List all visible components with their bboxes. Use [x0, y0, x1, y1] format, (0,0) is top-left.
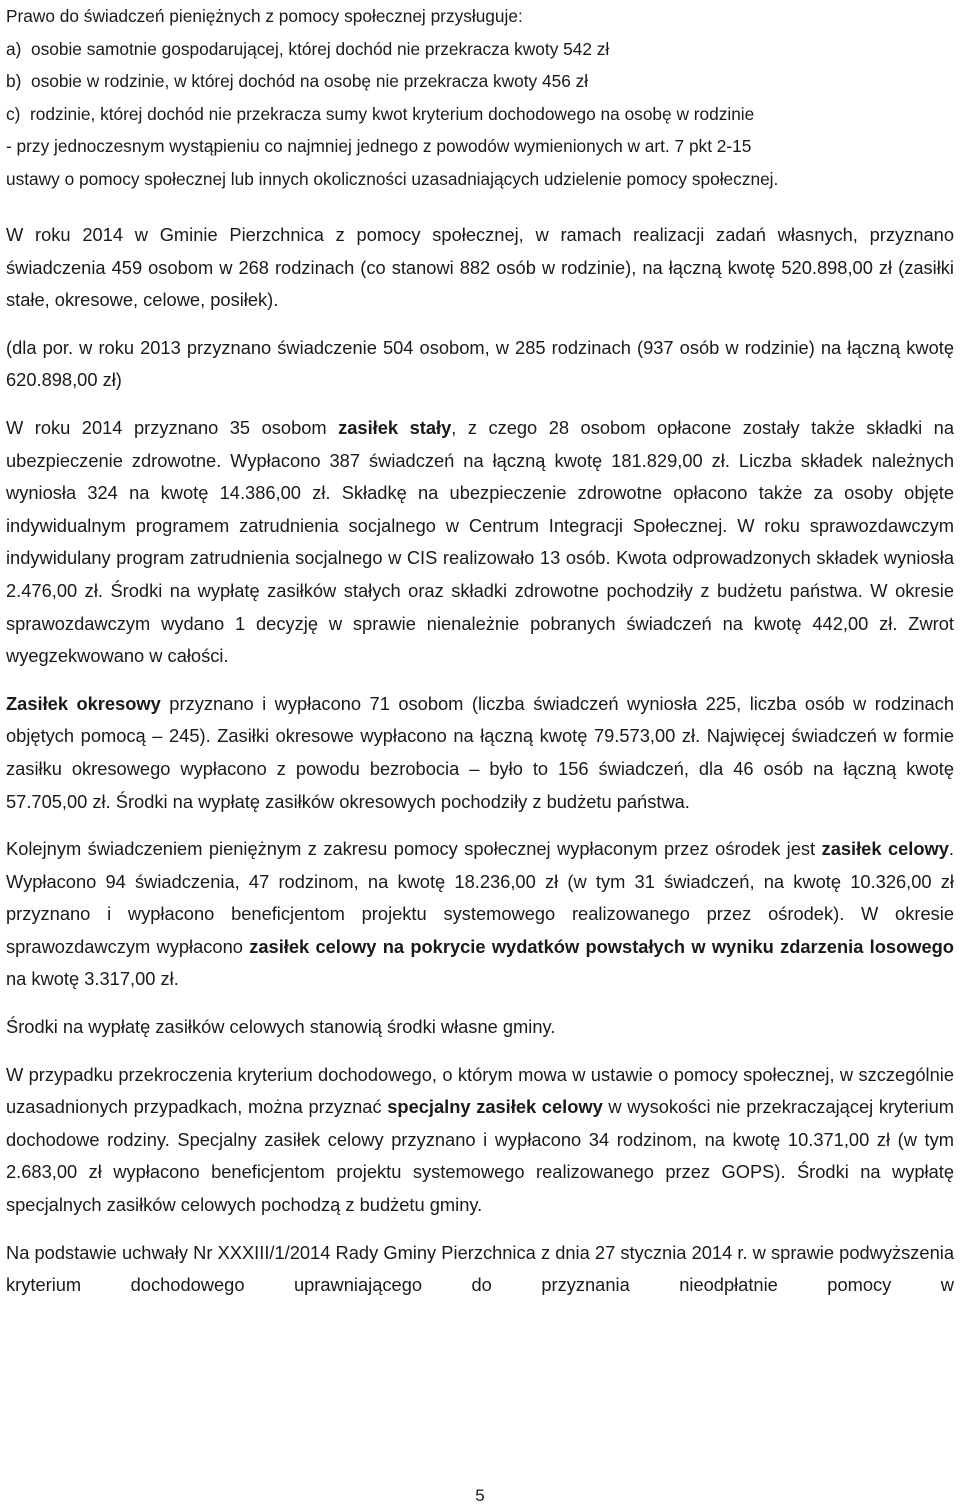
staly-bold: zasiłek stały — [338, 416, 452, 438]
intro-item-a: a) osobie samotnie gospodarującej, której dochód nie przekracza kwoty 542 zł — [6, 38, 610, 59]
celowy-post: na kwotę 3.317,00 zł. — [6, 968, 179, 990]
specjalny-bold: specjalny zasiłek celowy — [387, 1096, 603, 1118]
intro-item-c: c) rodzinie, której dochód nie przekracza sumy kwot kryterium dochodowego na osobę w rodzinie — [6, 103, 755, 124]
celowy-mid: . Wypłacono 94 świadczenia, 47 rodzinom, na kwotę 18.236,00 zł (w tym 31 świadczeń, na kwotę 10.326,00 zł przyznano i wypłacono beneficjentom projektu systemowego realizowanego przez ośrodek). W okresie sprawozdawczym wypłacono — [6, 838, 955, 957]
celowy-pre: Kolejnym świadczeniem pieniężnym z zakresu pomocy społecznej wypłaconym przez ośrodek jest — [6, 838, 822, 860]
paragraph-zasilek-okresowy — [6, 688, 954, 818]
specjalny-pre: W przypadku przekroczenia kryterium dochodowego, o którym mowa w ustawie o pomocy społecznej, w szczególnie uzasadnionych przypadkach, można przyznać — [6, 1063, 954, 1118]
paragraph-uchwala: Na podstawie uchwały Nr XXXIII/1/2014 Rady Gminy Pierzchnica z dnia 27 stycznia 2014 r. w sprawie podwyższenia kryterium dochodowego uprawniającego do przyznania nieodpłatnie pomocy w — [6, 1241, 954, 1296]
staly-post: , z czego 28 osobom opłacone zostały także składki na ubezpieczenie zdrowotne. Wypłacono 387 świadczeń na łączną kwotę 181.829,00 zł. Liczba składek należnych wyniosła 324 na kwotę 14.386,00 zł. Składkę na ubezpieczenie zdrowotne opłacono także za osoby objęte indywidualnym programem zatrudnienia socjalnego w Centrum Integracji Społecznej. W roku sprawozdawczym indywidulany program zatrudnienia socjalnego w CIS realizowało 13 osób. Kwota odprowadzonych składek wyniosła 2.476,00 zł. Środki na wypłatę zasiłków stałych oraz składki zdrowotne pochodziły z budżetu państwa. W okresie sprawozdawczym wydano 1 decyzję w sprawie nienależnie pobranych świadczeń na kwotę 442,00 zł. Zwrot wyegzekwowano w całości. — [6, 416, 954, 667]
paragraph-2013-comparison: (dla por. w roku 2013 przyznano świadczenie 504 osobom, w 285 rodzinach (937 osób w rodzinie) na łączną kwotę 620.898,00 zł) — [6, 336, 954, 391]
paragraph-zasilek-staly — [6, 412, 954, 673]
okresowy-bold: Zasiłek okresowy — [6, 692, 161, 714]
okresowy-post: przyznano i wypłacono 71 osobom (liczba świadczeń wyniosła 225, liczba osób w rodzinach objętych pomocą – 245). Zasiłki okresowe wypłacono na łączną kwotę 79.573,00 zł. Najwięcej świadczeń w formie zasiłku okresowego wypłacono z powodu bezrobocia – było to 156 świadczeń, dla 46 osób na łączną kwotę 57.705,00 zł. Środki na wypłatę zasiłków okresowych pochodziły z budżetu państwa. — [6, 692, 954, 812]
page-number: 5 — [475, 1486, 485, 1505]
intro-heading: Prawo do świadczeń pieniężnych z pomocy społecznej przysługuje: — [6, 6, 523, 26]
intro-tail-line-2: ustawy o pomocy społecznej lub innych okoliczności uzasadniających udzielenie pomocy społecznej. — [6, 168, 779, 189]
celowy-bold-2: zasiłek celowy na pokrycie wydatków powstałych w wyniku zdarzenia losowego — [249, 935, 954, 957]
intro-section — [6, 0, 954, 195]
paragraph-zasilek-celowy — [6, 833, 954, 996]
intro-item-b: b) osobie w rodzinie, w której dochód na osobę nie przekracza kwoty 456 zł — [6, 71, 589, 91]
celowy-bold-1: zasiłek celowy — [821, 838, 949, 860]
specjalny-post: w wysokości nie przekraczającej kryterium dochodowe rodziny. Specjalny zasiłek celowy przyznano i wypłacono 34 rodzinom, na kwotę 10.371,00 zł (w tym 2.683,00 zł wypłacono beneficjentom projektu systemowego realizowanego przez GOPS). Środki na wypłatę specjalnych zasiłków celowych pochodzą z budżetu gminy. — [6, 1096, 954, 1216]
intro-tail-line-1: - przy jednoczesnym wystąpieniu co najmniej jednego z powodów wymienionych w art. 7 pkt 2-15 — [6, 136, 752, 156]
document-page — [6, 0, 954, 1302]
staly-pre: W roku 2014 przyznano 35 osobom — [6, 416, 339, 438]
paragraph-specjalny — [6, 1059, 954, 1222]
paragraph-srodki: Środki na wypłatę zasiłków celowych stanowią środki własne gminy. — [6, 1016, 556, 1038]
paragraph-2014-summary: W roku 2014 w Gminie Pierzchnica z pomocy społecznej, w ramach realizacji zadań własnych, przyznano świadczenia 459 osobom w 268 rodzinach (co stanowi 882 osób w rodzinie), na łączną kwotę 520.898,00 zł (zasiłki stałe, okresowe, celowe, posiłek). — [6, 224, 954, 311]
